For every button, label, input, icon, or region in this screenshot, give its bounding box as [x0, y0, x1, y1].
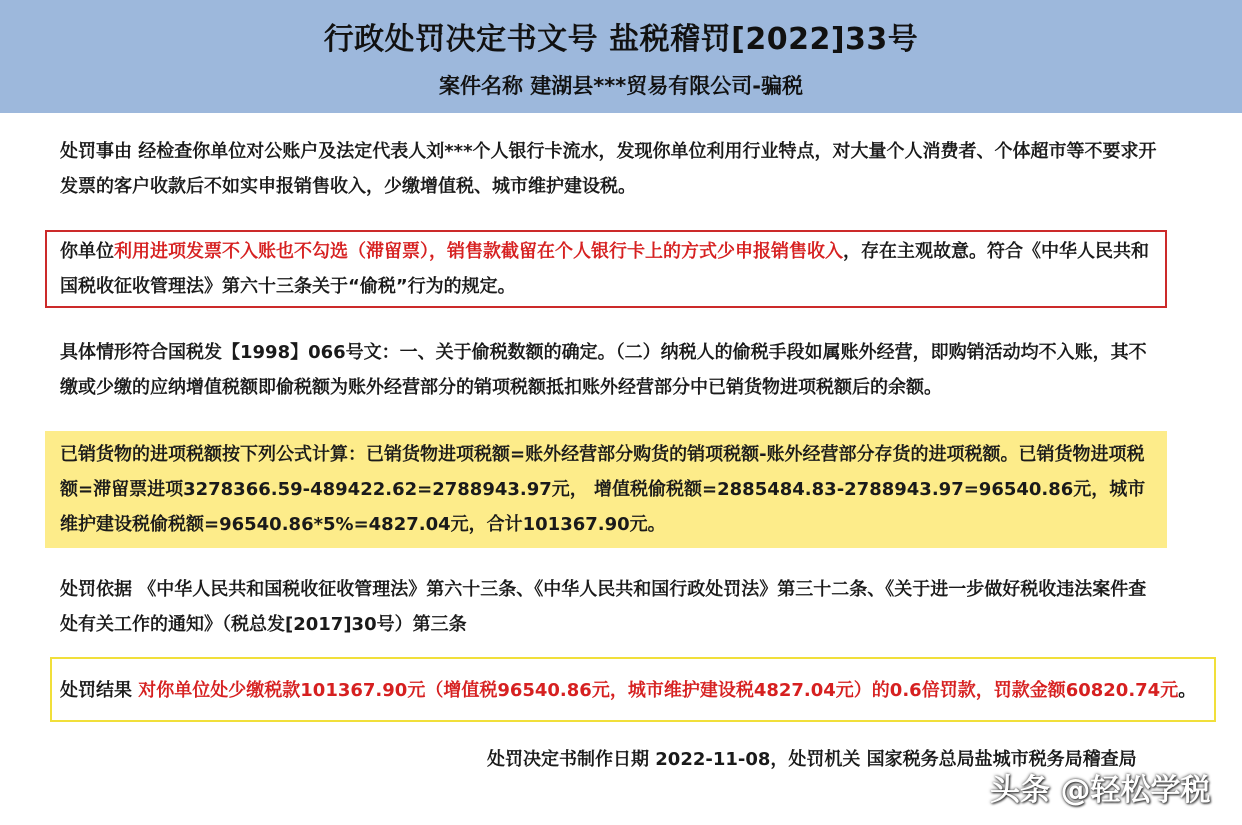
- penalty-result: [60, 673, 1210, 708]
- document-header: [0, 0, 1242, 113]
- document-title: 行政处罚决定书文号 盐税稽罚[2022]33号: [323, 22, 919, 57]
- penalty-basis: 处罚依据 《中华人民共和国税收征收管理法》第六十三条、《中华人民共和国行政处罚法》第三十二条、《关于进一步做好税收违法案件查处有关工作的通知》（税总发[2017]30号）第三条: [60, 579, 1147, 635]
- intent-suffix: ，存在主观故意。符合《中华人民共和国税收征收管理法》第六十三条关于“偷税”行为的规定。: [60, 241, 1149, 297]
- intent-highlight: 利用进项发票不入账也不勾选（滞留票），销售款截留在个人银行卡上的方式少申报销售收入: [114, 241, 843, 262]
- penalty-reason: 处罚事由 经检查你单位对公账户及法定代表人刘***个人银行卡流水，发现你单位利用行业特点，对大量个人消费者、个体超市等不要求开发票的客户收款后不如实申报销售收入，少缴增值税、城市维护建设税。: [60, 141, 1157, 197]
- intent-prefix: 你单位: [60, 241, 114, 262]
- issuing-info: 处罚决定书制作日期 2022-11-08，处罚机关 国家税务总局盐城市税务局稽查局: [487, 749, 1137, 770]
- result-end: 。: [1178, 680, 1197, 701]
- result-label: 处罚结果: [60, 680, 139, 701]
- watermark: 头条 @轻松学税: [990, 773, 1211, 808]
- case-name: 案件名称 建湖县***贸易有限公司-骗税: [439, 74, 803, 98]
- intent-paragraph: [60, 234, 1160, 304]
- result-highlight: 对你单位处少缴税款101367.90元（增值税96540.86元，城市维护建设税4827.04元）的0.6倍罚款，罚款金额60820.74元: [138, 680, 1179, 701]
- formula-paragraph: 已销货物的进项税额按下列公式计算：已销货物进项税额=账外经营部分购货的销项税额-账外经营部分存货的进项税额。已销货物进项税额=滞留票进项3278366.59-489422.62=2788943.97元， 增值税偷税额=2885484.83-2788943.97=96540.86元，城市维护建设税偷税额=96540.86*5%=4827.04元，合计101367.90元。: [60, 444, 1146, 535]
- circumstance-paragraph: 具体情形符合国税发【1998】066号文：一、关于偷税数额的确定。（二）纳税人的偷税手段如属账外经营，即购销活动均不入账，其不缴或少缴的应纳增值税额即偷税额为账外经营部分的销项税额抵扣账外经营部分中已销货物进项税额后的余额。: [60, 342, 1147, 398]
